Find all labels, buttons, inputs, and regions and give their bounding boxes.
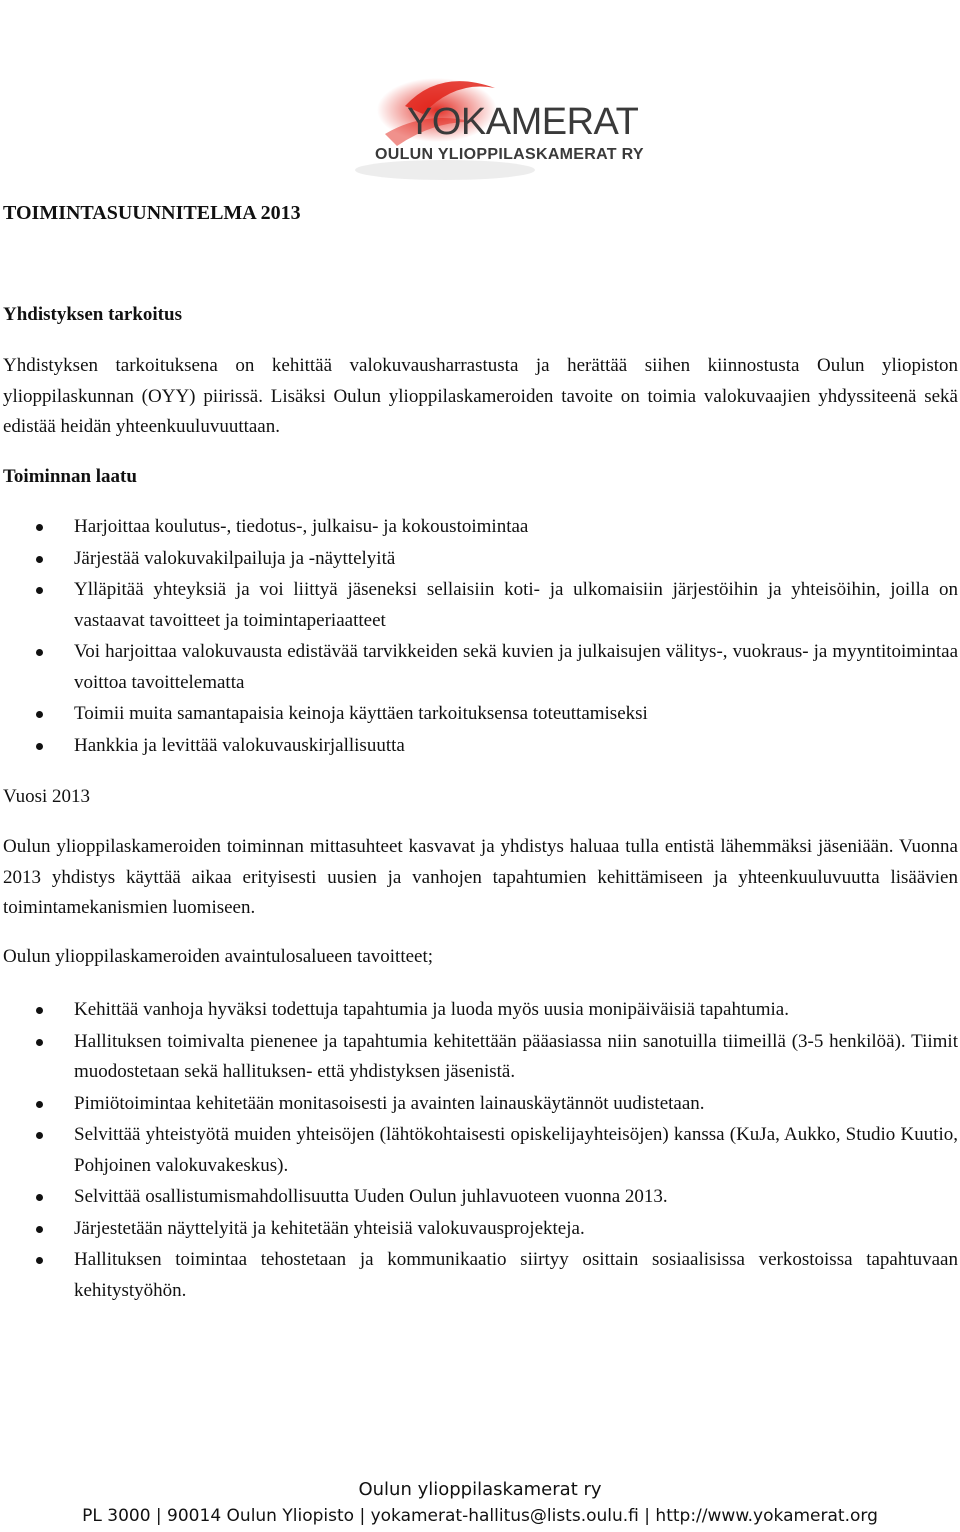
bullet-icon (36, 1007, 43, 1014)
logo-name: YOKAMERAT (407, 101, 639, 143)
list-item: Hallituksen toimintaa tehostetaan ja kommunikaatio siirtyy osittain sosiaalisissa verkostoissa tapahtuvaan kehitystyöhön. (3, 1245, 958, 1306)
logo-subtitle: OULUN YLIOPPILASKAMERAT RY (375, 146, 644, 163)
bullet-icon (36, 1257, 43, 1264)
list-item: Kehittää vanhoja hyväksi todettuja tapahtumia ja luoda myös uusia monipäiväisiä tapahtumia. (3, 995, 958, 1026)
bullet-icon (36, 1194, 43, 1201)
purpose-paragraph: Yhdistyksen tarkoituksena on kehittää valokuvausharrastusta ja herättää siihen kiinnostusta Oulun yliopiston ylioppilaskunnan (OYY) piirissä. Lisäksi Oulun ylioppilaskameroiden tavoite on toimia valokuvaajien yhdyssiteenä sekä edistää heidän yhteenkuuluvuuttaan. (3, 355, 958, 437)
list-item: Hallituksen toimivalta pienenee ja tapahtumia kehitettään pääasiassa niin sanotuilla tiimeillä (3-5 henkilöä). Tiimit muodostetaan sekä hallituksen- että yhdistyksen jäsenistä. (3, 1027, 958, 1088)
year-paragraph: Oulun ylioppilaskameroiden toiminnan mittasuhteet kasvavat ja yhdistys haluaa tulla entistä lähemmäksi jäseniään. Vuonna 2013 yhdistys käyttää aikaa erityisesti uusien ja vanhojen tapahtumien kehittämiseen ja yhteenkuuluvuutta lisäävien toimintamekanismien luomiseen. (3, 836, 958, 918)
list-item: Selvittää yhteistyötä muiden yhteisöjen (lähtökohtaisesti opiskelijayhteisöjen) kanssa (KuJa, Aukko, Studio Kuutio, Pohjoinen valokuvakeskus). (3, 1120, 958, 1181)
list-item: Selvittää osallistumismahdollisuutta Uuden Oulun juhlavuoteen vuonna 2013. (3, 1182, 958, 1213)
list-item: Hankkia ja levittää valokuvauskirjallisuutta (3, 731, 958, 762)
bullet-icon (36, 743, 43, 750)
bullet-icon (36, 524, 43, 531)
bullet-icon (36, 556, 43, 563)
footer-contact: PL 3000 | 90014 Oulun Yliopisto | yokamerat-hallitus@lists.oulu.fi | http://www.yokamerat.org (82, 1506, 878, 1526)
footer-organization: Oulun ylioppilaskamerat ry (358, 1479, 602, 1500)
section-heading-year: Vuosi 2013 (3, 786, 91, 807)
list-item: Voi harjoittaa valokuvausta edistävää tarvikkeiden sekä kuvien ja julkaisujen välitys-, vuokraus- ja myyntitoimintaa voittoa tavoittelematta (3, 637, 958, 698)
list-item: Harjoittaa koulutus-, tiedotus-, julkaisu- ja kokoustoimintaa (3, 512, 958, 543)
bullet-icon (36, 649, 43, 656)
activities-list (3, 512, 958, 762)
bullet-icon (36, 1132, 43, 1139)
document-title: TOIMINTASUUNNITELMA 2013 (3, 202, 301, 224)
list-item: Pimiötoimintaa kehitetään monitasoisesti ja avainten lainauskäytännöt uudistetaan. (3, 1089, 958, 1120)
list-item: Järjestää valokuvakilpailuja ja -näyttelyitä (3, 544, 958, 575)
goals-intro: Oulun ylioppilaskameroiden avaintulosalueen tavoitteet; (3, 946, 434, 967)
bullet-icon (36, 1101, 43, 1108)
list-item: Toimii muita samantapaisia keinoja käyttäen tarkoituksensa toteuttamiseksi (3, 699, 958, 730)
bullet-icon (36, 1039, 43, 1046)
list-item: Järjestetään näyttelyitä ja kehitetään yhteisiä valokuvausprojekteja. (3, 1214, 958, 1245)
bullet-icon (36, 1226, 43, 1233)
organization-logo (345, 70, 644, 190)
bullet-icon (36, 587, 43, 594)
list-item: Ylläpitää yhteyksiä ja voi liittyä jäseneksi sellaisiin koti- ja ulkomaisiin järjestöihin ja yhteisöihin, joilla on vastaavat tavoitteet ja toimintaperiaatteet (3, 575, 958, 636)
section-heading-purpose: Yhdistyksen tarkoitus (3, 304, 182, 325)
goals-list (3, 995, 958, 1307)
bullet-icon (36, 711, 43, 718)
section-heading-activities: Toiminnan laatu (3, 466, 137, 487)
